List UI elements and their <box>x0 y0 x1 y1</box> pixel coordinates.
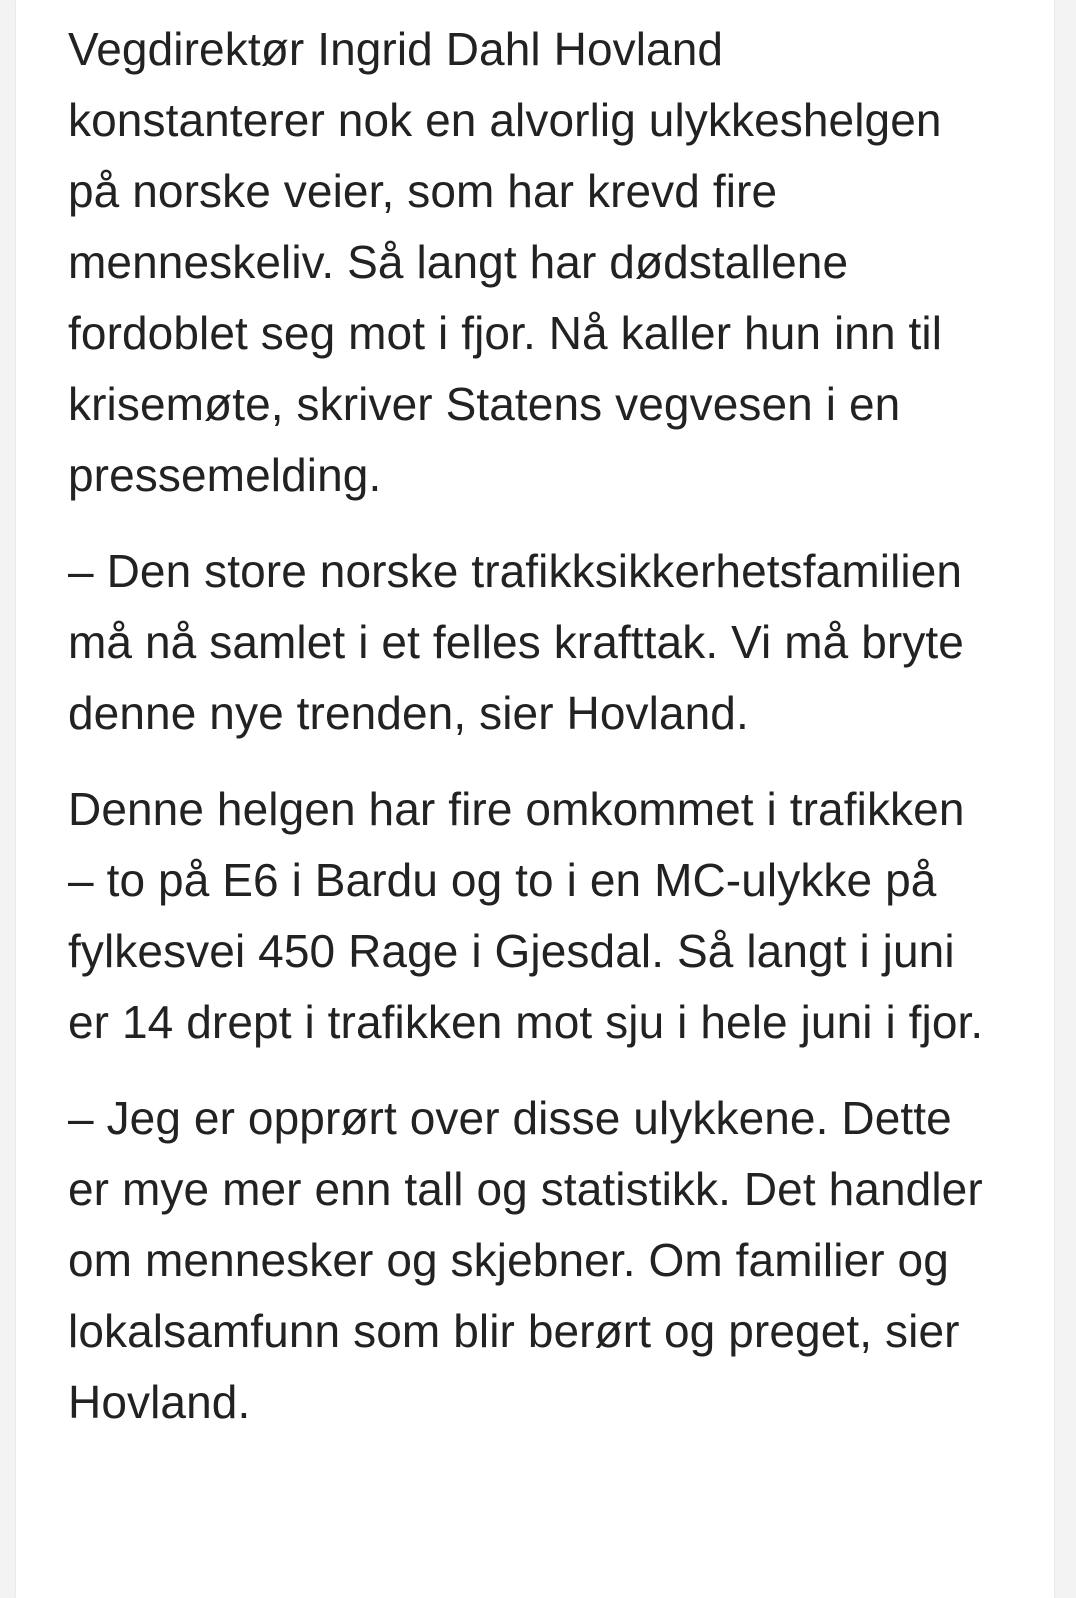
article-paragraph-4: – Jeg er opprørt over disse ulykkene. Dette er mye mer enn tall og statistikk. Det handler om mennesker og skjebner. Om familier og lokalsamfunn som blir berørt og preget, sier Hovland. <box>68 1092 983 1428</box>
article-body <box>68 14 988 1463</box>
article-page <box>16 0 1054 1598</box>
article-paragraph-3: Denne helgen har fire omkommet i trafikken – to på E6 i Bardu og to i en MC-ulykke på fylkesvei 450 Rage i Gjesdal. Så langt i juni er 14 drept i trafikken mot sju i hele juni i fjor. <box>68 783 984 1048</box>
article-paragraph-1: Vegdirektør Ingrid Dahl Hovland konstanterer nok en alvorlig ulykkeshelgen på norske veier, som har krevd fire menneskeliv. Så langt har dødstallene fordoblet seg mot i fjor. Nå kaller hun inn til krisemøte, skriver Statens vegvesen i en pressemelding. <box>68 23 943 501</box>
article-paragraph-2: – Den store norske trafikksikkerhetsfamilien må nå samlet i et felles krafttak. Vi må bryte denne nye trenden, sier Hovland. <box>68 545 964 739</box>
